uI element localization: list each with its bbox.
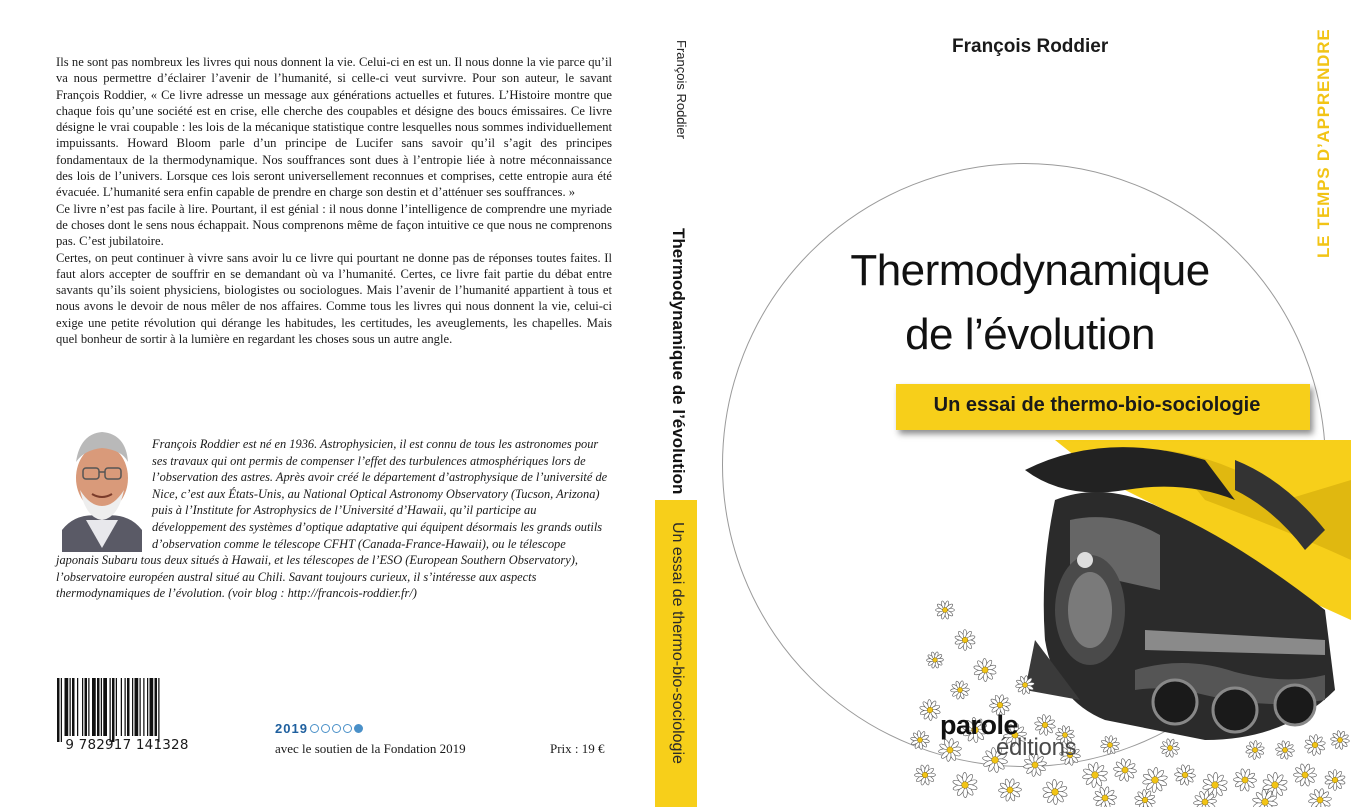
spine-subtitle: Un essai de thermo-bio-sociologie [669,522,686,764]
book-title-line-1: Thermodynamique [850,246,1210,295]
author-bio [56,436,608,602]
collection-name: LE TEMPS D’APPRENDRE [1314,28,1333,258]
publisher-subtitle: éditions [996,734,1077,761]
blurb-paragraph: Ils ne sont pas nombreux les livres qui nous donnent la vie. Celui-ci en est un. Il nous donne la vie parce qu’il va nous permettre d’éclairer l’avenir de l’humanité, si celle-ci veut survivre. Pour son auteur, le savant François Roddier, « Ce livre adresse un message aux générations actuelles et futures. L’Histoire montre que chaque fois qu’une société est en crise, elle cherche des coupables et désigne des boucs émissaires. Ce livre désigne le vrai coupable : les lois de la mécanique statistique contre lesquelles nous sommes individuellement impuissants. Howard Bloom parle d’un principe de Lucifer sans savoir qu’il s’agit des principes fondamentaux de la thermodynamique. Nos souffrances sont dues à l’entropie liée à notre méconnaissance des lois de l’univers. Lorsque ces lois seront universellement reconnues et comprises, cette entropie aura été évacuée. L’humanité sera enfin capable de prendre en charge son destin et d’atténuer ses souffrances. » [56,55,612,200]
author-bio-text: François Roddier est né en 1936. Astrophysicien, il est connu de tous les astronomes pour ses travaux qui ont permis de compenser l’effet des turbulences atmosphériques lors de l’observation des astres. Après avoir créé le département d’astrophysique de l’université de Nice, c’est aux États-Unis, au National Optical Astronomy Observatory (Tucson, Arizona) puis à l’Institute for Astrophysics de l’Université d’Hawaii, qu’il participe au développement des systèmes d’optique adaptative qui équipent désormais les grands outils d’observation comme le télescope CFHT (Canada-France-Hawaii), ou le télescope japonais Subaru tous deux situés à Hawaii, et les télescopes de l’ESO (European Southern Observatory), l’observatoire européen austral situé au Chili. Savant toujours curieux, il s’intéresse aux aspects thermodynamiques de l’évolution. (voir blog : http://francois-roddier.fr/) [56,437,608,601]
blurb-paragraph: Certes, on peut continuer à vivre sans avoir lu ce livre qui pourtant ne donne pas de réponses toutes faites. Il faut alors accepter de souffrir en se demandant où va l’humanité. Certes, ce livre fait partie du débat entre savants qu’ils soient physiciens, biologistes ou sociologues. Mais l’avenir de l’humanité appartient à tous et nous avons le devoir de nous mêler de nos affaires. Comme tous les livres qui nous donnent la vie, celui-ci exige une petite révolution qui dérange les habitudes, les certitudes, les aveuglements, les chapelles. Mais quel bonheur de sortir à la lumière en regardant les choses sous un autre angle. [56,250,612,347]
barcode [55,678,205,742]
blurb-paragraph: Ce livre n’est pas facile à lire. Pourtant, il est génial : il nous donne l’intelligence de comprendre une myriade de choses dont le sens nous échappait. Nous comprenons même de façon intuitive ce que nous ne comprenons pas. C’est jubilatoire. [56,201,612,249]
logo-circle-icon [310,724,319,733]
barcode-digits: 9 782917 141328 [65,737,189,753]
publisher-name: parole [940,710,1019,740]
logo-circle-icon [332,724,341,733]
logo-circle-icon [354,724,363,733]
book-title-line-2: de l’évolution [905,310,1155,359]
spine-author: François Roddier [674,40,689,139]
support-text: avec le soutien de la Fondation 2019 [275,741,466,756]
back-cover [0,0,640,807]
logo-circle-icon [343,724,352,733]
fondation-logo-text: 2019 [275,720,308,736]
price: Prix : 19 € [550,741,605,756]
logo-circle-icon [321,724,330,733]
back-cover-blurb [56,54,612,347]
spine-title: Thermodynamique de l’évolution [669,228,688,495]
front-author: François Roddier [952,36,1109,57]
fondation-logo [275,720,363,736]
book-subtitle: Un essai de thermo-bio-sociologie [933,394,1261,416]
